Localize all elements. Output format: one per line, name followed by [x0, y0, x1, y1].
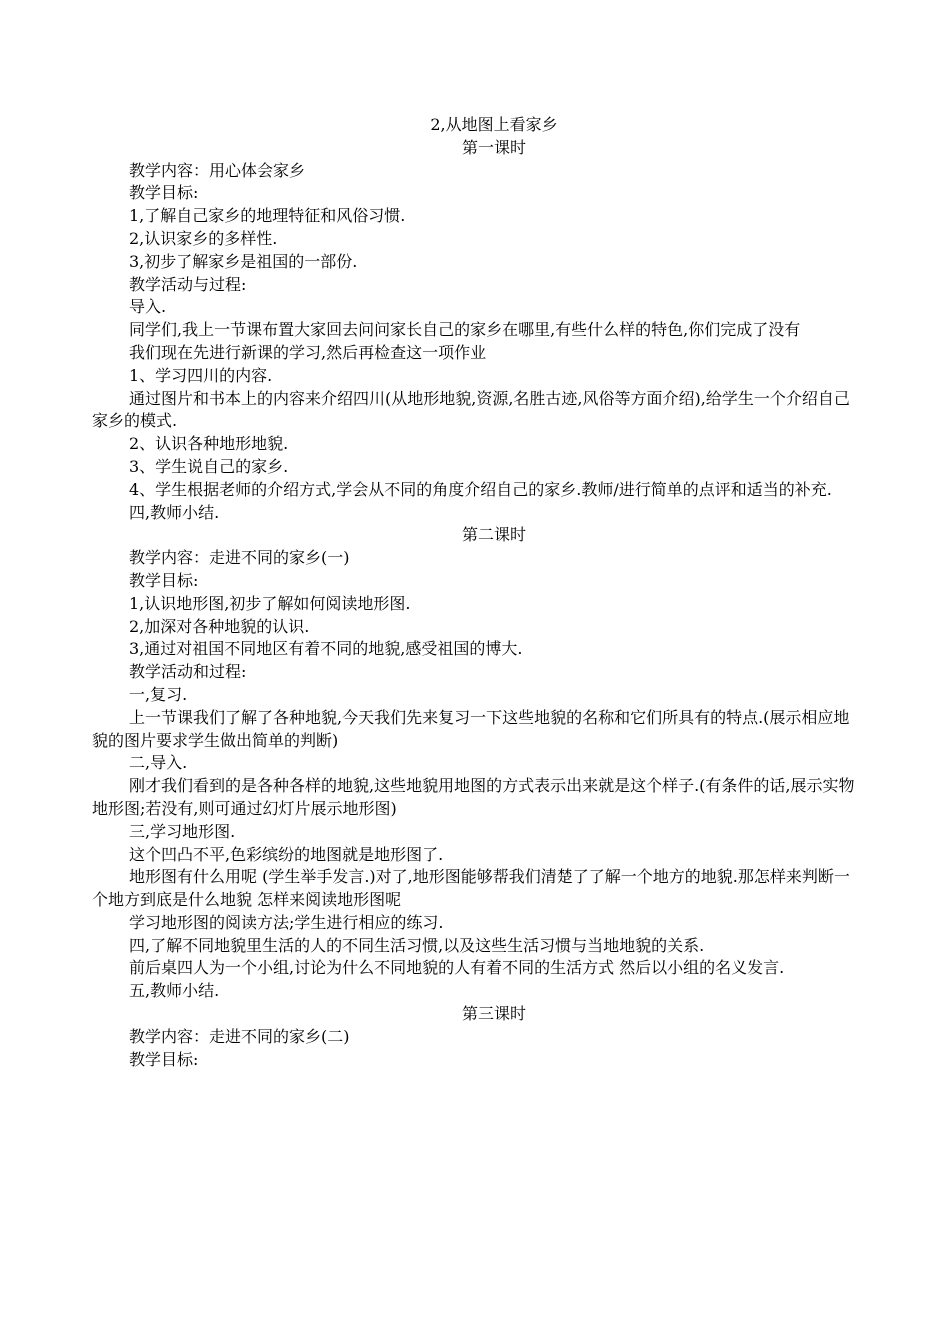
paragraph: 1,了解自己家乡的地理特征和风俗习惯.: [129, 206, 406, 226]
paragraph: 教学内容：走进不同的家乡(二): [129, 1026, 350, 1046]
paragraph: 教学目标:: [129, 1049, 199, 1069]
lesson-3-heading: 第三课时: [461, 1004, 526, 1024]
paragraph: 五,教师小结.: [129, 981, 220, 1001]
lesson-2-heading: 第二课时: [461, 525, 526, 545]
paragraph: 教学活动和过程:: [129, 662, 247, 682]
paragraph: 这个凹凸不平,色彩缤纷的地图就是地形图了.: [129, 844, 444, 864]
paragraph: 教学内容：走进不同的家乡(一): [129, 548, 350, 568]
paragraph: 3、学生说自己的家乡.: [129, 456, 289, 476]
paragraph: 2,加深对各种地貌的认识.: [129, 616, 310, 636]
paragraph: 通过图片和书本上的内容来介绍四川(从地形地貌,资源,名胜古迹,风俗等方面介绍),给学生一个介绍自己家乡的模式.: [92, 388, 850, 431]
document-title: 2,从地图上看家乡: [430, 115, 558, 134]
paragraph: 教学内容：用心体会家乡: [129, 160, 306, 180]
paragraph: 三,学习地形图.: [129, 821, 236, 841]
paragraph: 一,复习.: [129, 684, 188, 704]
paragraph: 教学目标:: [129, 183, 199, 203]
paragraph: 二,导入.: [129, 753, 188, 773]
paragraph: 2、认识各种地形地貌.: [129, 434, 289, 454]
lesson-1-heading: 第一课时: [461, 137, 526, 157]
paragraph: 3,通过对祖国不同地区有着不同的地貌,感受祖国的博大.: [129, 639, 523, 659]
paragraph: 3,初步了解家乡是祖国的一部份.: [129, 251, 358, 271]
paragraph: 地形图有什么用呢 (学生举手发言.)对了,地形图能够帮我们清楚了了解一个地方的地貌.那怎样来判断一个地方到底是什么地貌 怎样来阅读地形图呢: [92, 867, 850, 910]
paragraph: 2,认识家乡的多样性.: [129, 228, 278, 248]
paragraph: 1、学习四川的内容.: [129, 365, 273, 385]
document-page: [92, 114, 860, 1071]
paragraph: 前后桌四人为一个小组,讨论为什么不同地貌的人有着不同的生活方式 然后以小组的名义发言.: [129, 958, 785, 978]
paragraph: 上一节课我们了解了各种地貌,今天我们先来复习一下这些地貌的名称和它们所具有的特点.(展示相应地貌的图片要求学生做出简单的判断): [92, 707, 850, 750]
paragraph: 教学目标:: [129, 570, 199, 590]
paragraph: 同学们,我上一节课布置大家回去问问家长自己的家乡在哪里,有些什么样的特色,你们完成了没有: [129, 320, 801, 340]
paragraph: 四,了解不同地貌里生活的人的不同生活习惯,以及这些生活习惯与当地地貌的关系.: [129, 935, 705, 955]
paragraph: 4、学生根据老师的介绍方式,学会从不同的角度介绍自己的家乡.教师/进行简单的点评和适当的补充.: [129, 479, 832, 499]
paragraph: 四,教师小结.: [129, 502, 220, 522]
paragraph: 刚才我们看到的是各种各样的地貌,这些地貌用地图的方式表示出来就是这个样子.(有条件的话,展示实物地形图;若没有,则可通过幻灯片展示地形图): [92, 776, 855, 818]
paragraph: 学习地形图的阅读方法;学生进行相应的练习.: [129, 912, 444, 932]
paragraph: 1,认识地形图,初步了解如何阅读地形图.: [129, 593, 411, 613]
paragraph: 教学活动与过程:: [129, 274, 247, 294]
paragraph: 导入.: [129, 297, 167, 317]
paragraph: 我们现在先进行新课的学习,然后再检查这一项作业: [129, 342, 487, 362]
